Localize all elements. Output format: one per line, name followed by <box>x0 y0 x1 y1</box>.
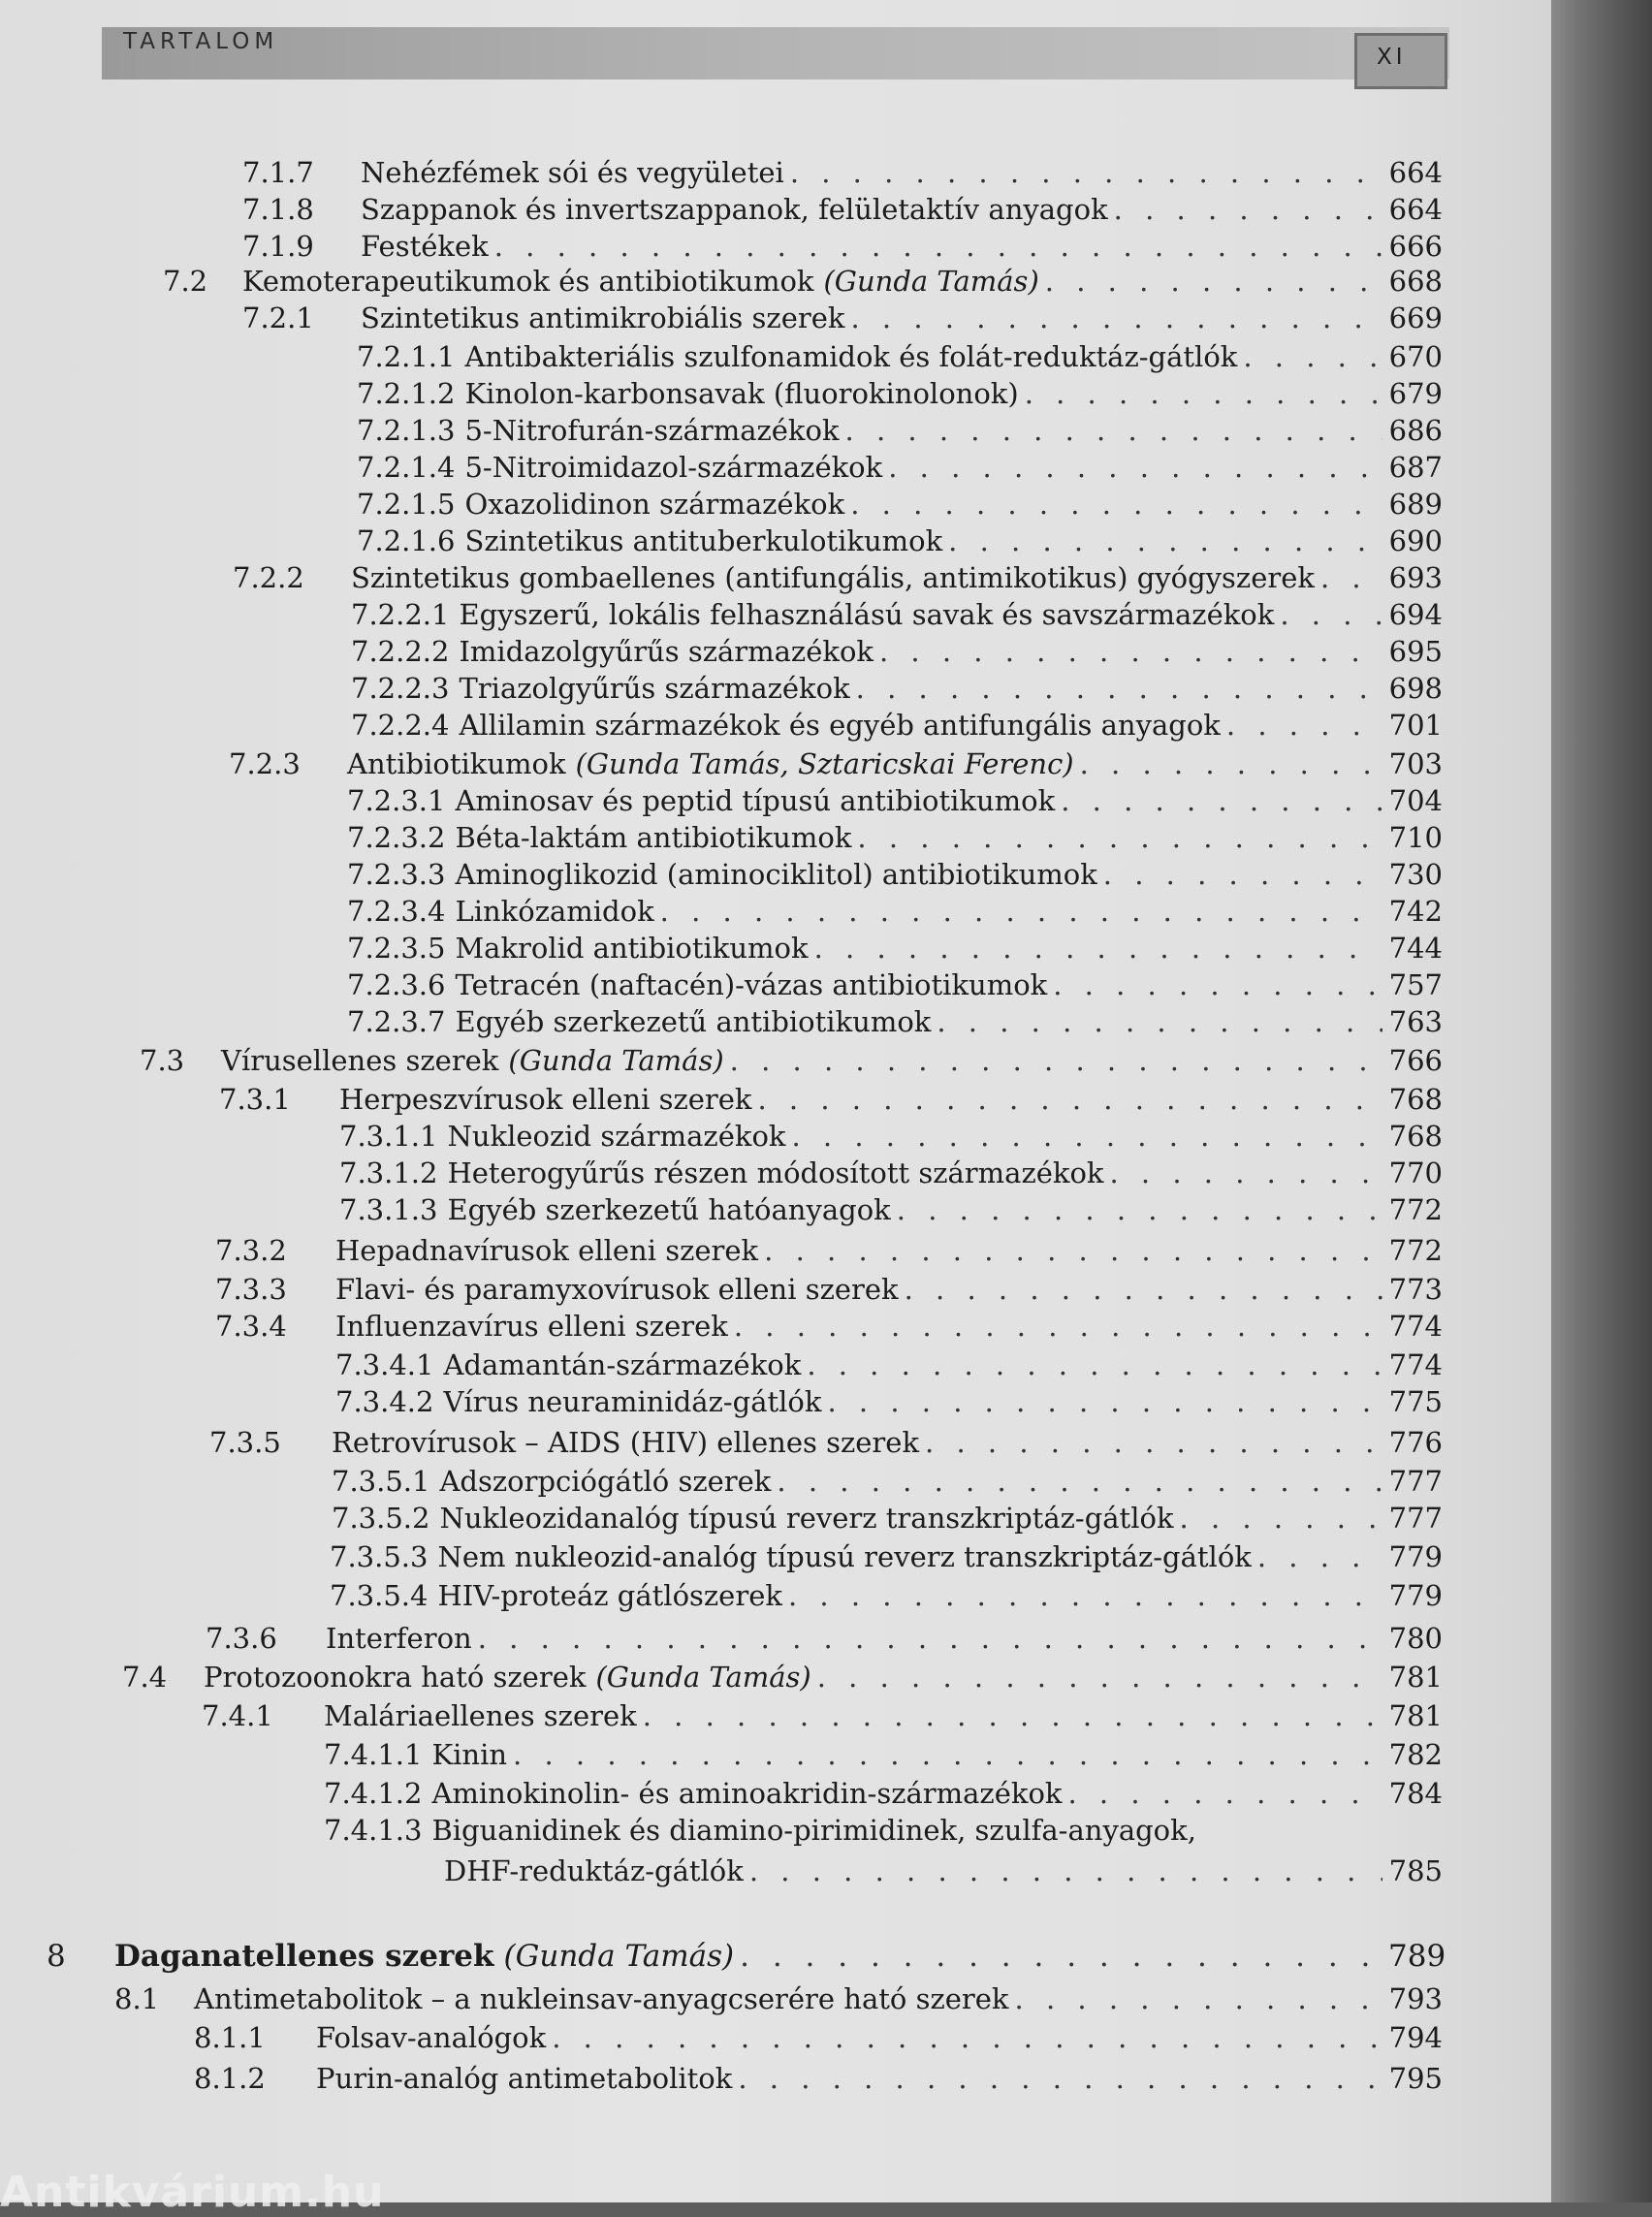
toc-entry-number: 7.3.1 <box>219 1083 291 1116</box>
dot-leader <box>1103 855 1382 894</box>
toc-entry-number: 7.3.5 <box>209 1426 281 1459</box>
toc-entry-title: Daganatellenes szerek <box>114 1939 494 1974</box>
toc-entry-number: 7.4.1.1 <box>324 1738 423 1771</box>
toc-entry-page: 772 <box>1388 1234 1443 1267</box>
toc-entry <box>357 337 1443 376</box>
dot-leader <box>660 892 1382 931</box>
toc-entry-number: 7.3.4.1 <box>335 1348 434 1381</box>
running-header-bar <box>102 27 1449 79</box>
toc-entry <box>347 892 1443 931</box>
toc-entry <box>140 1041 1443 1080</box>
dot-leader <box>1226 706 1382 744</box>
toc-entry <box>215 1270 1443 1309</box>
toc-entry-page: 781 <box>1388 1699 1443 1732</box>
toc-entry <box>339 1117 1443 1156</box>
toc-entry-number: 7.2.3.7 <box>347 1005 446 1038</box>
dot-leader <box>1320 558 1382 597</box>
toc-entry-page: 779 <box>1388 1579 1443 1612</box>
dot-leader <box>850 299 1382 337</box>
toc-entry-page: 768 <box>1388 1120 1443 1153</box>
toc-entry-page: 664 <box>1388 193 1443 226</box>
toc-entry-title: Oxazolidinon származékok <box>464 488 845 521</box>
toc-entry-number: 7.2.1.5 <box>357 488 456 521</box>
toc-entry-page: 763 <box>1388 1005 1443 1038</box>
toc-entry-number: 7.2.3.6 <box>347 968 446 1001</box>
toc-entry-number: 7.2.3.4 <box>347 895 446 928</box>
toc-entry <box>229 744 1443 783</box>
toc-entry-number: 7.2.2 <box>233 561 304 594</box>
toc-entry-title: Kemoterapeutikumok és antibiotikumok <box>242 265 814 298</box>
toc-entry-number: 7.3.2 <box>215 1234 287 1267</box>
toc-entry-page: 679 <box>1388 377 1443 410</box>
toc-entry-number: 7.2.3.5 <box>347 932 446 965</box>
toc-entry-number: 7.2.1.2 <box>357 377 456 410</box>
dot-leader <box>905 1270 1382 1309</box>
toc-entry-number: 8.1.2 <box>194 2062 266 2095</box>
dot-leader <box>1180 1499 1382 1537</box>
toc-entry-page: 781 <box>1388 1661 1443 1694</box>
toc-entry-title: Antibakteriális szulfonamidok és folát-reduktáz-gátlók <box>464 340 1238 373</box>
dot-leader <box>856 669 1382 708</box>
dot-leader <box>888 448 1382 487</box>
toc-entry-page: 784 <box>1388 1777 1443 1810</box>
toc-entry <box>194 2059 1443 2098</box>
toc-entry-title: Egyéb szerkezetű hatóanyagok <box>447 1193 891 1226</box>
toc-entry-number: 7.2 <box>163 265 208 298</box>
toc-entry-title: Vírus neuraminidáz-gátlók <box>443 1385 822 1418</box>
dot-leader <box>879 632 1382 671</box>
toc-entry-title: Herpeszvírusok elleni szerek <box>339 1083 752 1116</box>
toc-entry-title: Maláriaellenes szerek <box>324 1699 637 1732</box>
toc-entry-number: 7.4.1 <box>202 1699 273 1732</box>
dot-leader <box>925 1423 1382 1462</box>
toc-entry-page: 757 <box>1388 968 1443 1001</box>
dot-leader <box>494 227 1382 266</box>
toc-entry-number: 7.4.1.3 <box>324 1814 423 1847</box>
toc-entry-title: Influenzavírus elleni szerek <box>335 1310 728 1343</box>
dot-leader <box>1045 262 1382 301</box>
toc-entry <box>351 669 1443 708</box>
toc-entry-number: 7.2.1.4 <box>357 451 456 484</box>
running-header-title: TARTALOM <box>123 29 279 54</box>
toc-entry-title: HIV-proteáz gátlószerek <box>437 1579 782 1612</box>
toc-entry <box>206 1619 1443 1658</box>
toc-entry <box>351 706 1443 744</box>
dot-leader <box>740 1937 1382 1976</box>
toc-entry <box>351 632 1443 671</box>
toc-entry-page: 703 <box>1388 747 1443 780</box>
toc-entry-page: 690 <box>1388 524 1443 557</box>
toc-entry-title: Aminoglikozid (aminociklitol) antibiotikumok <box>455 858 1097 891</box>
toc-entry-author: (Gunda Tamás) <box>503 1939 735 1974</box>
toc-entry-number: 7.3.5.2 <box>332 1502 430 1535</box>
toc-entry <box>163 262 1443 301</box>
toc-entry <box>357 448 1443 487</box>
toc-entry-title: Festékek <box>361 230 489 263</box>
toc-entry-number: 7.4 <box>122 1661 168 1694</box>
dot-leader <box>738 2059 1382 2098</box>
toc-entry-author: (Gunda Tamás) <box>508 1044 724 1077</box>
toc-entry-number: 7.1.8 <box>242 193 314 226</box>
toc-entry-title: Interferon <box>326 1622 472 1655</box>
dot-leader <box>1243 337 1382 376</box>
toc-entry <box>324 1811 1443 1850</box>
toc-entry <box>347 818 1443 857</box>
toc-entry-number: 7.2.3.3 <box>347 858 446 891</box>
toc-entry-page: 768 <box>1388 1083 1443 1116</box>
toc-entry-page: 777 <box>1388 1502 1443 1535</box>
toc-entry-number: 7.3.1.1 <box>339 1120 438 1153</box>
page-edge-shadow <box>1551 0 1652 2202</box>
toc-entry-number: 7.2.1.6 <box>357 524 456 557</box>
toc-entry-title: Egyszerű, lokális felhasználású savak és savszármazékok <box>459 598 1275 631</box>
toc-entry <box>194 2018 1443 2057</box>
toc-entry-title: Retrovírusok – AIDS (HIV) ellenes szerek <box>332 1426 920 1459</box>
dot-leader <box>758 1080 1383 1119</box>
toc-entry-page: 776 <box>1388 1426 1443 1459</box>
toc-entry <box>357 522 1443 560</box>
dot-leader <box>817 1658 1382 1696</box>
toc-entry-page: 782 <box>1388 1738 1443 1771</box>
dot-leader <box>1280 595 1382 634</box>
toc-entry-number: 7.1.9 <box>242 230 314 263</box>
toc-entry-page: 698 <box>1388 672 1443 705</box>
toc-entry-page: 789 <box>1388 1939 1446 1974</box>
toc-entry <box>347 966 1443 1004</box>
toc-entry-number: 7.2.3.2 <box>347 821 446 854</box>
toc-entry <box>202 1696 1443 1735</box>
toc-entry-number: 7.3.6 <box>206 1622 277 1655</box>
dot-leader <box>814 929 1382 967</box>
toc-entry-title: Béta-laktám antibiotikumok <box>455 821 852 854</box>
toc-entry <box>347 929 1443 967</box>
toc-entry <box>242 227 1443 266</box>
toc-entry-page: 693 <box>1388 561 1443 594</box>
toc-entry-title: DHF-reduktáz-gátlók <box>444 1854 744 1887</box>
toc-entry-page: 710 <box>1388 821 1443 854</box>
toc-entry-number: 8.1.1 <box>194 2021 266 2054</box>
toc-entry-page: 775 <box>1388 1385 1443 1418</box>
toc-entry <box>215 1231 1443 1270</box>
toc-entry-number: 7.3.5.1 <box>332 1465 430 1498</box>
toc-entry-page: 694 <box>1388 598 1443 631</box>
dot-leader <box>791 1117 1382 1156</box>
toc-entry <box>332 1462 1443 1501</box>
toc-entry-title: Linkózamidok <box>455 895 654 928</box>
toc-entry-page: 666 <box>1388 230 1443 263</box>
toc-entry <box>122 1658 1443 1696</box>
toc-entry-title: Vírusellenes szerek <box>221 1044 499 1077</box>
toc-entry <box>347 855 1443 894</box>
toc-entry-page: 670 <box>1388 340 1443 373</box>
toc-entry <box>242 153 1443 192</box>
dot-leader <box>948 522 1382 560</box>
toc-entry-page: 695 <box>1388 635 1443 668</box>
toc-entry-number: 7.2.3.1 <box>347 784 446 817</box>
toc-entry-title: Makrolid antibiotikumok <box>455 932 809 965</box>
toc-entry-page: 785 <box>1388 1854 1443 1887</box>
toc-entry-number: 8 <box>47 1939 66 1974</box>
toc-entry-title: 5-Nitroimidazol-származékok <box>464 451 883 484</box>
dot-leader <box>749 1852 1382 1890</box>
toc-entry-number: 8.1 <box>114 1982 160 2015</box>
dot-leader <box>1110 1154 1383 1192</box>
toc-entry-title: Szappanok és invertszappanok, felületaktív anyagok <box>361 193 1108 226</box>
toc-entry-title: Aminokinolin- és aminoakridin-származékok <box>431 1777 1063 1810</box>
watermark: Antikvárium.hu <box>0 2168 385 2217</box>
toc-entry-title: 5-Nitrofurán-származékok <box>464 414 840 447</box>
dot-leader <box>845 411 1382 450</box>
toc-entry-number: 7.4.1.2 <box>324 1777 423 1810</box>
toc-entry-number: 7.1.7 <box>242 156 314 189</box>
toc-entry-number: 7.3.4.2 <box>335 1385 434 1418</box>
toc-entry-number: 7.3.1.2 <box>339 1156 438 1189</box>
toc-entry-page: 774 <box>1388 1348 1443 1381</box>
toc-entry-number: 7.2.2.1 <box>351 598 450 631</box>
toc-entry-title: Allilamin származékok és egyéb antifungális anyagok <box>459 709 1221 742</box>
toc-entry-page: 704 <box>1388 784 1443 817</box>
toc-entry <box>324 1852 1443 1890</box>
toc-entry-number: 7.2.3 <box>229 747 301 780</box>
toc-entry-title: Kinin <box>431 1738 508 1771</box>
toc-entry-page: 793 <box>1388 1982 1443 2015</box>
toc-entry <box>330 1576 1443 1615</box>
toc-entry-number: 7.2.1.3 <box>357 414 456 447</box>
toc-entry <box>324 1774 1443 1813</box>
toc-entry-title: Nukleozid származékok <box>447 1120 786 1153</box>
dot-leader <box>552 2018 1382 2057</box>
dot-leader <box>850 485 1382 523</box>
toc-entry-title: Tetracén (naftacén)-vázas antibiotikumok <box>455 968 1048 1001</box>
toc-entry <box>339 1154 1443 1192</box>
toc-entry-page: 774 <box>1388 1310 1443 1343</box>
toc-entry-page: 668 <box>1388 265 1443 298</box>
toc-entry-number: 7.3.3 <box>215 1273 287 1306</box>
toc-entry-page: 794 <box>1388 2021 1443 2054</box>
toc-entry-page: 772 <box>1388 1193 1443 1226</box>
dot-leader <box>513 1735 1382 1774</box>
dot-leader <box>1061 781 1382 820</box>
toc-entry <box>215 1307 1443 1346</box>
toc-entry-title: Adamantán-származékok <box>443 1348 802 1381</box>
toc-entry <box>332 1499 1443 1537</box>
toc-entry-page: 795 <box>1388 2062 1443 2095</box>
dot-leader <box>734 1307 1382 1346</box>
toc-entry <box>47 1937 1446 1976</box>
toc-entry-author: (Gunda Tamás, Sztaricskai Ferenc) <box>575 747 1074 780</box>
toc-entry-number: 7.2.2.3 <box>351 672 450 705</box>
dot-leader <box>1053 966 1382 1004</box>
toc-entry <box>324 1735 1443 1774</box>
toc-entry-page: 779 <box>1388 1540 1443 1573</box>
toc-entry-page: 669 <box>1388 301 1443 334</box>
dot-leader <box>643 1696 1382 1735</box>
toc-entry-number: 7.2.2.4 <box>351 709 450 742</box>
toc-entry-title: Protozoonokra ható szerek <box>204 1661 587 1694</box>
dot-leader <box>807 1346 1382 1384</box>
toc-entry <box>233 558 1443 597</box>
toc-entry-title: Nem nukleozid-analóg típusú reverz transzkriptáz-gátlók <box>437 1540 1252 1573</box>
toc-entry-page: 773 <box>1388 1273 1443 1306</box>
dot-leader <box>788 1576 1382 1615</box>
toc-entry-title: Flavi- és paramyxovírusok elleni szerek <box>335 1273 899 1306</box>
toc-entry-page: 664 <box>1388 156 1443 189</box>
toc-entry-title: Purin-analóg antimetabolitok <box>316 2062 733 2095</box>
toc-entry-page: 770 <box>1388 1156 1443 1189</box>
dot-leader <box>1080 744 1382 783</box>
dot-leader <box>764 1231 1382 1270</box>
toc-entry <box>347 1002 1443 1041</box>
toc-entry <box>357 374 1443 413</box>
dot-leader <box>478 1619 1382 1658</box>
toc-entry-title: Triazolgyűrűs származékok <box>459 672 850 705</box>
dot-leader <box>1067 1774 1382 1813</box>
toc-entry <box>351 595 1443 634</box>
dot-leader <box>777 1462 1382 1501</box>
toc-entry-title: Nukleozidanalóg típusú reverz transzkriptáz-gátlók <box>439 1502 1174 1535</box>
toc-entry-title: Szintetikus gombaellenes (antifungális, antimikotikus) gyógyszerek <box>351 561 1315 594</box>
dot-leader <box>827 1382 1382 1421</box>
toc-entry-number: 7.2.1.1 <box>357 340 456 373</box>
toc-entry-number: 7.3.4 <box>215 1310 287 1343</box>
toc-entry-title: Kinolon-karbonsavak (fluorokinolonok) <box>464 377 1019 410</box>
toc-entry-number: 7.2.1 <box>242 301 314 334</box>
toc-entry-title: Heterogyűrűs részen módosított származékok <box>447 1156 1104 1189</box>
toc-entry-number: 7.2.2.2 <box>351 635 450 668</box>
toc-entry-page: 686 <box>1388 414 1443 447</box>
toc-entry <box>347 781 1443 820</box>
toc-entry <box>335 1346 1443 1384</box>
toc-entry-number: 7.3 <box>140 1044 185 1077</box>
toc-entry-page: 777 <box>1388 1465 1443 1498</box>
dot-leader <box>1025 374 1382 413</box>
toc-entry-title: Hepadnavírusok elleni szerek <box>335 1234 759 1267</box>
toc-entry-author: (Gunda Tamás) <box>823 265 1039 298</box>
toc-entry <box>330 1537 1443 1576</box>
page-number: XI <box>1377 45 1407 70</box>
toc-entry-title: Szintetikus antituberkulotikumok <box>464 524 943 557</box>
toc-entry-title: Egyéb szerkezetű antibiotikumok <box>455 1005 932 1038</box>
toc-entry-number: 7.3.1.3 <box>339 1193 438 1226</box>
toc-entry-number: 7.3.5.3 <box>330 1540 429 1573</box>
toc-entry-page: 744 <box>1388 932 1443 965</box>
toc-entry-page: 742 <box>1388 895 1443 928</box>
toc-entry-title: Biguanidinek és diamino-pirimidinek, szulfa-anyagok, <box>431 1814 1196 1847</box>
dot-leader <box>730 1041 1382 1080</box>
toc-entry-author: (Gunda Tamás) <box>595 1661 811 1694</box>
toc-entry-title: Nehézfémek sói és vegyületei <box>361 156 784 189</box>
toc-entry <box>357 411 1443 450</box>
toc-entry <box>209 1423 1443 1462</box>
toc-entry-number: 7.3.5.4 <box>330 1579 429 1612</box>
dot-leader <box>1114 190 1382 229</box>
dot-leader <box>1257 1537 1382 1576</box>
toc-entry <box>219 1080 1443 1119</box>
toc-entry-page: 689 <box>1388 488 1443 521</box>
toc-entry-page: 730 <box>1388 858 1443 891</box>
dot-leader <box>857 818 1382 857</box>
toc-entry <box>335 1382 1443 1421</box>
toc-entry-page: 701 <box>1388 709 1443 742</box>
dot-leader <box>897 1190 1382 1229</box>
toc-entry-title: Imidazolgyűrűs származékok <box>459 635 874 668</box>
dot-leader <box>1015 1979 1382 2018</box>
toc-entry-title: Folsav-analógok <box>316 2021 547 2054</box>
dot-leader <box>937 1002 1382 1041</box>
toc-entry-page: 766 <box>1388 1044 1443 1077</box>
toc-entry <box>242 299 1443 337</box>
toc-entry-title: Antimetabolitok – a nukleinsav-anyagcserére ható szerek <box>194 1982 1009 2015</box>
toc-entry-page: 780 <box>1388 1622 1443 1655</box>
toc-entry <box>357 485 1443 523</box>
toc-entry <box>114 1979 1443 2018</box>
toc-entry <box>339 1190 1443 1229</box>
toc-entry-title: Antibiotikumok <box>347 747 566 780</box>
toc-entry-page: 687 <box>1388 451 1443 484</box>
toc-entry-title: Adszorpciógátló szerek <box>439 1465 772 1498</box>
toc-entry-title: Szintetikus antimikrobiális szerek <box>361 301 845 334</box>
toc-entry-title: Aminosav és peptid típusú antibiotikumok <box>455 784 1056 817</box>
dot-leader <box>790 153 1382 192</box>
toc-entry <box>242 190 1443 229</box>
